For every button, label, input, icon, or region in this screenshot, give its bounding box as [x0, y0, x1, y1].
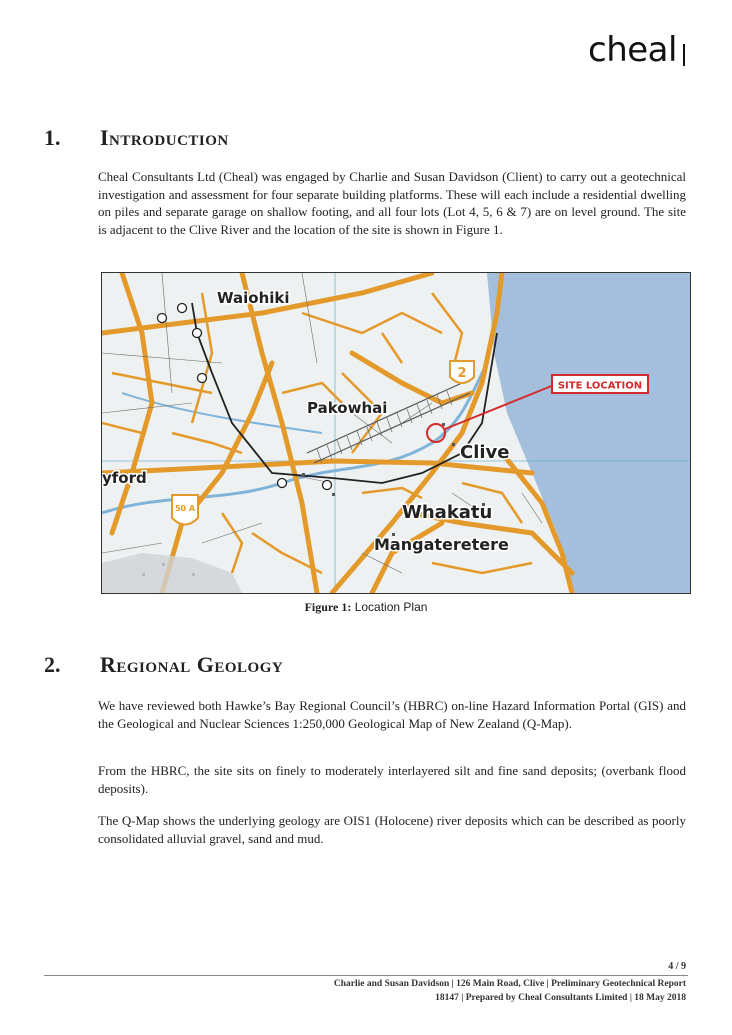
location-map	[101, 272, 691, 594]
geology-paragraph-2: From the HBRC, the site sits on finely to moderately interlayered silt and fine sand deposits; (overbank flood deposits).	[98, 763, 686, 796]
logo-bar	[683, 44, 685, 66]
section-2-heading	[44, 652, 283, 678]
highway-50a-label: 50 A	[174, 504, 196, 513]
site-location-label: SITE LOCATION	[557, 380, 643, 392]
footer-line-2: 18147 | Prepared by Cheal Consultants Limited | 18 May 2018	[435, 993, 686, 1003]
section-1-heading	[44, 125, 229, 151]
highway-2-label: 2	[457, 366, 467, 381]
geology-paragraph-1: We have reviewed both Hawke’s Bay Regional Council’s (HBRC) on-line Hazard Information Portal (GIS) and the Geological and Nuclear Sciences 1:250,000 Geological Map of New Zealand (Q-Map).	[98, 698, 686, 731]
figure-caption	[0, 600, 732, 615]
figure-caption-text: Location Plan	[351, 600, 428, 614]
page-number: 4 / 9	[668, 961, 686, 972]
section-1-title: Introduction	[100, 125, 229, 150]
figure-caption-label: Figure 1:	[304, 600, 352, 614]
label-whakatu: Whakatu	[402, 502, 493, 523]
footer-divider	[44, 975, 688, 976]
section-2-number: 2.	[44, 652, 61, 677]
highway-50a-shield	[172, 495, 198, 525]
section-1-number: 1.	[44, 125, 61, 150]
section-2-title: Regional Geology	[100, 652, 284, 677]
label-pakowhai: Pakowhai	[307, 399, 388, 417]
label-yford: yford	[102, 469, 147, 487]
intro-paragraph: Cheal Consultants Ltd (Cheal) was engaged by Charlie and Susan Davidson (Client) to carry out a geotechnical investigation and assessment for four separate building platforms. These will each include a residential dwelling on piles and separate garage on shallow footing, and all four lots (Lot 4, 5, 6 & 7) are on level ground. The site is adjacent to the Clive River and the location of the site is shown in Figure 1.	[98, 169, 686, 237]
label-mangateretere: Mangateretere	[374, 535, 509, 554]
map-svg	[102, 273, 690, 593]
label-clive: Clive	[460, 442, 510, 463]
highway-2-shield	[450, 361, 474, 383]
footer-line-1: Charlie and Susan Davidson | 126 Main Road, Clive | Preliminary Geotechnical Report	[333, 979, 686, 989]
label-waiohiki: Waiohiki	[217, 289, 290, 307]
cheal-logo: cheal	[588, 30, 677, 70]
geology-paragraph-3: The Q-Map shows the underlying geology are OIS1 (Holocene) river deposits which can be described as poorly consolidated alluvial gravel, sand and mud.	[98, 813, 686, 846]
